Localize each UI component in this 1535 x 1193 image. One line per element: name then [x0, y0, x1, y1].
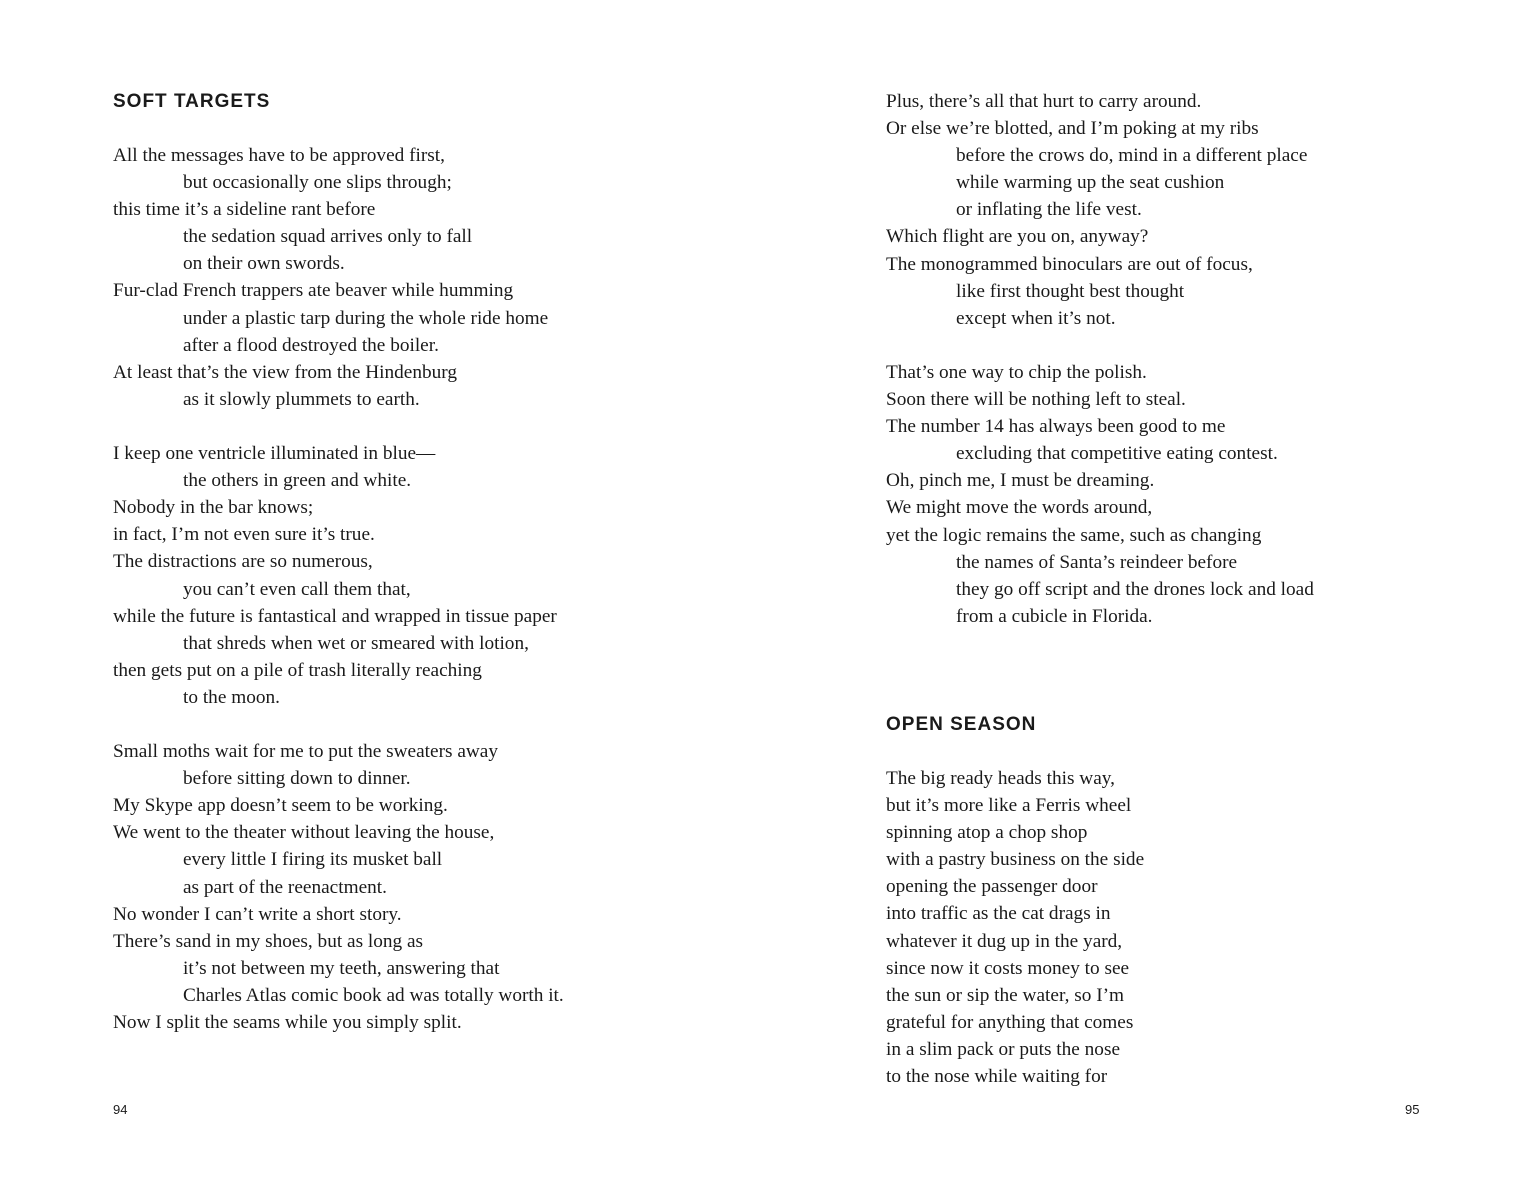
poem-line: excluding that competitive eating contest.	[956, 443, 1278, 465]
poem-line: after a flood destroyed the boiler.	[183, 334, 439, 356]
poem-line: At least that’s the view from the Hindenburg	[113, 361, 457, 383]
poem-line: Now I split the seams while you simply split.	[113, 1012, 462, 1033]
poem-line: whatever it dug up in the yard,	[886, 930, 1123, 952]
left-page	[0, 0, 767, 1193]
poem-line: grateful for anything that comes	[886, 1011, 1134, 1033]
poem-line: on their own swords.	[183, 253, 345, 275]
poem-line: All the messages have to be approved first,	[113, 145, 445, 166]
poem-line: you can’t even call them that,	[183, 578, 411, 600]
stanza-break	[113, 413, 564, 440]
poem-line: that shreds when wet or smeared with lotion,	[183, 632, 529, 654]
poem-line: Fur-clad French trappers ate beaver while humming	[113, 280, 514, 302]
poem-line: or inflating the life vest.	[956, 199, 1142, 221]
poem-line: Oh, pinch me, I must be dreaming.	[886, 470, 1155, 492]
poem-line: There’s sand in my shoes, but as long as	[113, 930, 424, 952]
poem-line: yet the logic remains the same, such as changing	[886, 524, 1262, 546]
poem-line: Or else we’re blotted, and I’m poking at my ribs	[886, 118, 1259, 140]
poem-line: it’s not between my teeth, answering that	[183, 957, 500, 979]
poem-line: The monogrammed binoculars are out of focus,	[886, 253, 1253, 275]
poem-title-soft-targets: SOFT TARGETS	[113, 91, 271, 112]
poem-title-open-season: OPEN SEASON	[886, 714, 1037, 735]
poem-line: in a slim pack or puts the nose	[886, 1038, 1121, 1060]
poem-line: The big ready heads this way,	[886, 768, 1115, 789]
poem-line: We went to the theater without leaving the house,	[113, 822, 495, 844]
poem-line: with a pastry business on the side	[886, 849, 1145, 871]
poem-line: Soon there will be nothing left to steal.	[886, 389, 1186, 411]
page-number-right: 95	[1405, 1102, 1420, 1117]
poem-line: like first thought best thought	[956, 280, 1185, 302]
poem-line: in fact, I’m not even sure it’s true.	[113, 524, 375, 546]
poem-line: Nobody in the bar knows;	[113, 497, 314, 519]
poem-line: as part of the reenactment.	[183, 876, 387, 898]
poem-line: spinning atop a chop shop	[886, 822, 1088, 844]
poem-line: The number 14 has always been good to me	[886, 416, 1226, 438]
poem-line: The distractions are so numerous,	[113, 551, 373, 573]
poem-line: Charles Atlas comic book ad was totally worth it.	[183, 984, 564, 1006]
soft-targets-continued	[886, 88, 1314, 630]
poem-line: the sun or sip the water, so I’m	[886, 984, 1125, 1006]
poem-line: opening the passenger door	[886, 876, 1098, 898]
page-number-left: 94	[113, 1102, 128, 1117]
poem-line: since now it costs money to see	[886, 957, 1130, 979]
poem-line: from a cubicle in Florida.	[956, 605, 1153, 627]
soft-targets-body	[113, 142, 564, 1036]
poem-line: the names of Santa’s reindeer before	[956, 551, 1238, 573]
right-page	[767, 0, 1535, 1193]
poem-line: Plus, there’s all that hurt to carry around.	[886, 91, 1202, 112]
poem-line: to the nose while waiting for	[886, 1066, 1108, 1088]
poem-line: under a plastic tarp during the whole ride home	[183, 307, 549, 329]
poem-line: That’s one way to chip the polish.	[886, 361, 1147, 383]
poem-line: except when it’s not.	[956, 307, 1116, 329]
poem-line: My Skype app doesn’t seem to be working.	[113, 795, 448, 817]
poem-line: this time it’s a sideline rant before	[113, 199, 376, 221]
poem-line: while warming up the seat cushion	[956, 172, 1225, 194]
poem-line: but occasionally one slips through;	[183, 172, 452, 194]
poem-line: as it slowly plummets to earth.	[183, 388, 420, 410]
poem-line: before the crows do, mind in a different place	[956, 145, 1308, 167]
open-season-body	[886, 765, 1144, 1090]
poem-line: they go off script and the drones lock and load	[956, 578, 1314, 600]
poem-line: Which flight are you on, anyway?	[886, 226, 1149, 248]
poem-line: the others in green and white.	[183, 470, 412, 492]
poem-line: before sitting down to dinner.	[183, 768, 411, 790]
poem-line: to the moon.	[183, 686, 280, 708]
poem-line: the sedation squad arrives only to fall	[183, 226, 473, 248]
poem-line: Small moths wait for me to put the sweaters away	[113, 741, 499, 763]
poem-line: every little I firing its musket ball	[183, 849, 443, 871]
poem-line: We might move the words around,	[886, 497, 1153, 519]
stanza-break	[886, 332, 1314, 359]
poem-line: while the future is fantastical and wrapped in tissue paper	[113, 605, 557, 627]
poem-line: I keep one ventricle illuminated in blue—	[113, 443, 436, 465]
poem-line: then gets put on a pile of trash literally reaching	[113, 659, 482, 681]
poem-line: into traffic as the cat drags in	[886, 903, 1111, 925]
poem-line: No wonder I can’t write a short story.	[113, 903, 402, 925]
stanza-break	[113, 711, 564, 738]
poem-line: but it’s more like a Ferris wheel	[886, 795, 1132, 817]
